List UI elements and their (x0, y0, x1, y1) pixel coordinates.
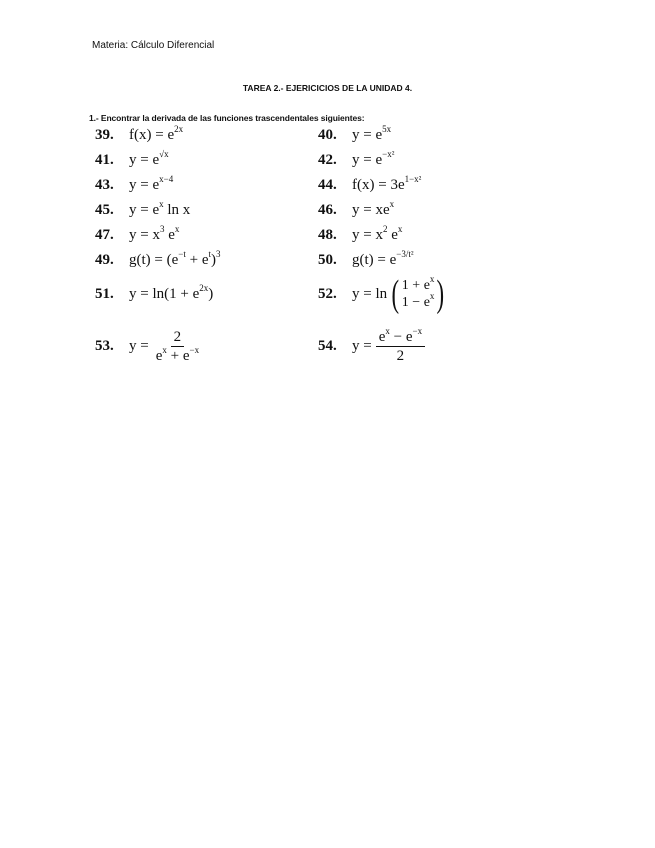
exponent: x (389, 198, 395, 209)
exercise-expression: g(t) = e (352, 251, 397, 268)
exercise-expression: y = e (352, 126, 383, 143)
exercise-51 (95, 284, 213, 304)
exponent: 3 (159, 223, 165, 234)
exercise-number: 43. (95, 176, 114, 193)
exercise-expression: y = e (129, 201, 160, 218)
exponent: 2x (174, 123, 184, 134)
expression-rest: e (387, 226, 398, 243)
instruction-text: 1.- Encontrar la derivada de las funciones trascendentales siguientes: (89, 113, 365, 123)
fraction (153, 329, 202, 364)
exercise-39 (95, 125, 183, 145)
exponent: x (397, 223, 403, 234)
exercise-54 (318, 325, 425, 364)
stack-bottom: $1 - e^x$ (401, 291, 435, 310)
exercise-47 (95, 225, 179, 245)
right-paren: ) (436, 273, 445, 315)
denominator: $e^x + e^{-x}$ (155, 344, 200, 364)
left-paren: ( (391, 273, 400, 315)
exercise-number: 47. (95, 226, 114, 243)
exercise-45 (95, 200, 190, 220)
exercise-expression: y = (129, 337, 149, 354)
exponent: 1−x² (404, 173, 422, 184)
stack-top: $1 + e^x$ (401, 274, 435, 293)
exercise-44 (318, 175, 421, 195)
exercise-expression: y = e (129, 151, 160, 168)
exercise-40 (318, 125, 391, 145)
expression-rest: ) (208, 285, 214, 302)
exercise-expression: f(x) = 3e (352, 176, 405, 193)
exponent: x (159, 198, 164, 209)
expression-rest: + e (185, 251, 209, 268)
exercise-46 (318, 200, 394, 220)
numerator: 2 (171, 329, 185, 347)
exercise-number: 50. (318, 251, 337, 268)
exercise-expression: y = ln (352, 285, 388, 302)
expression-rest: ln x (163, 201, 191, 218)
expression-tail: ) (211, 251, 216, 268)
exercise-number: 42. (318, 151, 337, 168)
exercise-expression: y = e (129, 176, 160, 193)
exercise-number: 44. (318, 176, 337, 193)
exercise-number: 39. (95, 126, 114, 143)
exponent: 2x (199, 282, 209, 293)
exponent: t (208, 248, 211, 259)
page-title: TAREA 2.- EJERICICIOS DE LA UNIDAD 4. (242, 83, 413, 93)
exercise-number: 45. (95, 201, 114, 218)
exercise-number: 53. (95, 337, 114, 354)
exercise-50 (318, 250, 414, 270)
exercise-number: 46. (318, 201, 337, 218)
exponent: 2 (382, 223, 388, 234)
exponent: x (174, 223, 180, 234)
exercise-41 (95, 150, 169, 170)
exercise-number: 51. (95, 285, 114, 302)
exponent: x−4 (159, 173, 174, 184)
numerator: $e^x - e^{-x}$ (376, 329, 425, 347)
fraction (376, 325, 425, 364)
exercise-expression: y = ln(1 + e (129, 285, 200, 302)
exercise-43 (95, 175, 173, 195)
exercise-number: 40. (318, 126, 337, 143)
exercise-number: 49. (95, 251, 114, 268)
exercise-expression: y = e (352, 151, 383, 168)
exercise-expression: f(x) = e (129, 126, 175, 143)
expression-rest: e (164, 226, 175, 243)
exponent: 3 (216, 248, 221, 259)
exercise-expression: g(t) = (e (129, 251, 179, 268)
exercise-number: 54. (318, 337, 337, 354)
exercise-49 (95, 250, 221, 270)
exercise-expression: y = x (129, 226, 160, 243)
exponent: −3/t² (396, 248, 414, 259)
exercise-number: 52. (318, 285, 337, 302)
exercise-number: 41. (95, 151, 114, 168)
exponent: √x (159, 148, 169, 159)
exercise-number: 48. (318, 226, 337, 243)
exponent: −x² (382, 148, 395, 159)
exponent: 5x (382, 123, 392, 134)
exercise-expression: y = xe (352, 201, 390, 218)
exercise-expression: y = (352, 337, 372, 354)
subject-header: Materia: Cálculo Diferencial (92, 40, 215, 51)
exercise-42 (318, 150, 394, 170)
exercise-53 (95, 328, 202, 364)
exercise-expression: y = x (352, 226, 383, 243)
exercise-48 (318, 225, 402, 245)
exercise-52 (318, 273, 447, 315)
denominator: 2 (396, 347, 405, 364)
exponent: −t (178, 248, 186, 259)
